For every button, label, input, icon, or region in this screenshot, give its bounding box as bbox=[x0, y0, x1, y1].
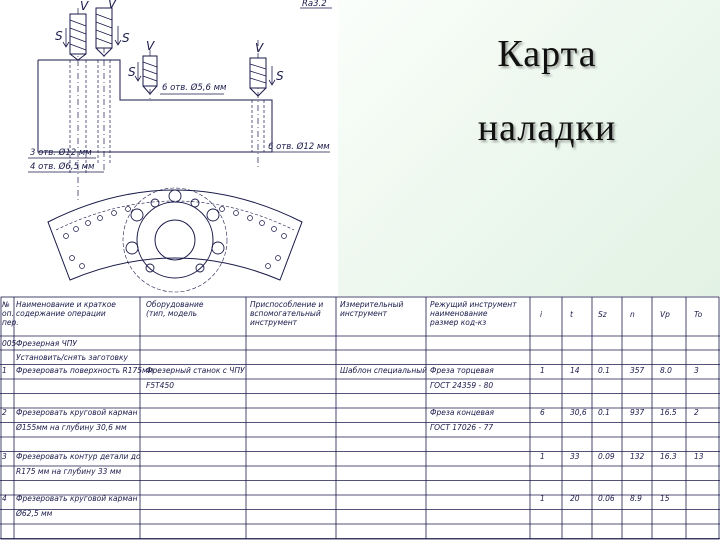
drill-tool-3 bbox=[143, 56, 157, 94]
speed-mark-v2: V bbox=[108, 0, 117, 11]
cell-equip2: F5T450 bbox=[146, 380, 174, 390]
technical-drawing bbox=[0, 0, 338, 296]
speed-mark-v1: V bbox=[80, 0, 89, 13]
hdr-n: n bbox=[630, 310, 635, 319]
cell-num: 4 bbox=[2, 494, 7, 503]
cell-sz: 0.09 bbox=[598, 452, 615, 461]
cell-t: 30,6 bbox=[570, 408, 587, 417]
slide-title-line2: наладки bbox=[477, 107, 617, 149]
drill-tool-4 bbox=[250, 58, 266, 96]
cell-meas: Шаблон специальный bbox=[340, 366, 428, 375]
drill-tool-1 bbox=[70, 14, 86, 60]
cell-op2: R175 мм на глубину 33 мм bbox=[16, 466, 122, 476]
cell-to: 13 bbox=[694, 452, 704, 461]
speed-mark-v3: V bbox=[146, 39, 155, 53]
hdr-measuring: Измерительный инструмент bbox=[340, 300, 404, 318]
roughness-label: Ra3.2 bbox=[302, 0, 327, 9]
hdr-fixture: Приспособление и вспомогательный инструмент bbox=[250, 300, 324, 327]
hdr-num: № оп. пер. bbox=[2, 300, 19, 327]
cell-sz: 0.1 bbox=[598, 366, 610, 375]
cell-vp: 15 bbox=[660, 494, 670, 503]
cell-cut2: ГОСТ 24359 - 80 bbox=[430, 380, 494, 390]
cell-i: 6 bbox=[540, 408, 545, 417]
cell-op: Фрезерная ЧПУ bbox=[16, 339, 77, 348]
feed-mark-s4: S bbox=[276, 69, 284, 83]
hdr-i: i bbox=[540, 310, 543, 319]
hdr-operation: Наименование и краткое содержание операции bbox=[16, 300, 116, 318]
cell-num: 2 bbox=[2, 408, 7, 417]
dim-label-right: 6 отв. Ø12 мм bbox=[268, 142, 330, 152]
title-panel bbox=[338, 0, 720, 296]
sector-plate bbox=[48, 188, 302, 292]
cell-num: 005 bbox=[2, 339, 17, 348]
cell-t: 33 bbox=[570, 452, 580, 461]
cell-num: 3 bbox=[2, 452, 7, 461]
cell-num: 1 bbox=[2, 366, 7, 375]
feed-mark-s1: S bbox=[55, 29, 63, 43]
cell-to: 3 bbox=[694, 366, 699, 375]
hdr-to: To bbox=[694, 310, 703, 319]
cell-equip: Фрезерный станок с ЧПУ bbox=[146, 366, 245, 375]
hdr-equipment: Оборудование (тип, модель bbox=[146, 300, 204, 318]
cell-n: 357 bbox=[630, 366, 645, 375]
hdr-t: t bbox=[570, 310, 573, 319]
dim-label-left: 3 отв. Ø12 мм bbox=[30, 148, 92, 158]
hdr-cutting: Режущий инструмент наименование размер код-кз bbox=[430, 300, 517, 327]
cell-sz: 0.06 bbox=[598, 494, 615, 503]
cell-sz: 0.1 bbox=[598, 408, 610, 417]
cell-op2: Ø155мм на глубину 30,6 мм bbox=[16, 422, 127, 432]
cell-t: 14 bbox=[570, 366, 580, 375]
cell-vp: 16.5 bbox=[660, 408, 677, 417]
cell-to: 2 bbox=[694, 408, 699, 417]
feed-mark-s3: S bbox=[128, 65, 136, 79]
table-grid bbox=[0, 296, 720, 540]
cell-cut2: ГОСТ 17026 - 77 bbox=[430, 422, 494, 432]
hdr-vp: Vp bbox=[660, 310, 670, 319]
cell-cut: Фреза концевая bbox=[430, 408, 495, 417]
setup-sheet-table bbox=[0, 296, 720, 540]
cell-op: Фрезеровать поверхность R175мм bbox=[16, 366, 154, 375]
cell-op: Фрезеровать контур детали до bbox=[16, 452, 141, 461]
cell-op2: Ø62,5 мм bbox=[16, 508, 53, 518]
slide-title-line1: Карта bbox=[497, 33, 597, 75]
cell-vp: 8.0 bbox=[660, 366, 672, 375]
cell-n: 8.9 bbox=[630, 494, 642, 503]
cell-i: 1 bbox=[540, 366, 545, 375]
cell-i: 1 bbox=[540, 452, 545, 461]
dim-label-left2: 4 отв. Ø6,5 мм bbox=[30, 162, 95, 172]
speed-mark-v4: V bbox=[255, 41, 264, 55]
cell-n: 937 bbox=[630, 408, 645, 417]
cell-i: 1 bbox=[540, 494, 545, 503]
cell-n: 132 bbox=[630, 452, 645, 461]
cell-t: 20 bbox=[570, 494, 580, 503]
hdr-sz: Sz bbox=[598, 310, 607, 319]
feed-mark-s2: S bbox=[122, 31, 130, 45]
cell-op: Фрезеровать круговой карман bbox=[16, 494, 138, 503]
cell-op: Установить/снять заготовку bbox=[16, 353, 128, 362]
cell-vp: 16.3 bbox=[660, 452, 677, 461]
cell-cut: Фреза торцевая bbox=[430, 366, 494, 375]
dim-label-mid: 6 отв. Ø5,6 мм bbox=[162, 83, 227, 93]
cell-op: Фрезеровать круговой карман bbox=[16, 408, 138, 417]
